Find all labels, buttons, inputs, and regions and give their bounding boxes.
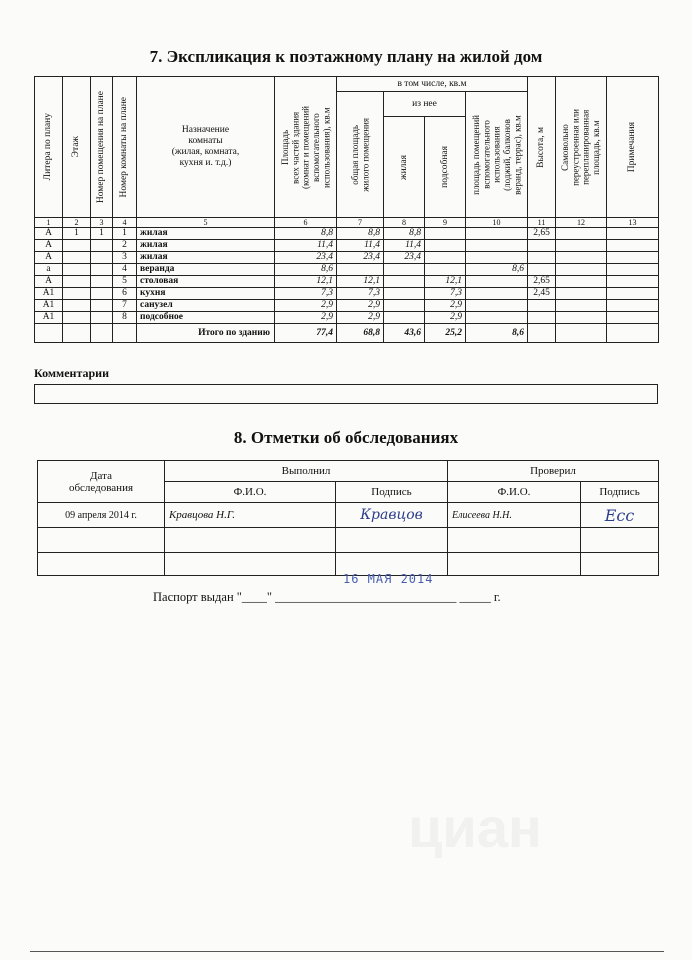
explication-row (35, 264, 659, 276)
cell-litera: А (35, 276, 63, 288)
cell-living (384, 300, 425, 312)
cell-litera: А (35, 240, 63, 252)
cell-etazh: 1 (63, 228, 91, 240)
cell-empty (607, 264, 659, 276)
cell-living: 23,4 (384, 252, 425, 264)
cell-litera: А1 (35, 300, 63, 312)
cell-empty (556, 276, 607, 288)
cell-etazh (63, 240, 91, 252)
cell-vspom (466, 228, 528, 240)
cell-aux: 7,3 (425, 288, 466, 300)
cell-area: 23,4 (275, 252, 337, 264)
cell-living (384, 288, 425, 300)
header-checker-fio: Ф.И.О. (448, 482, 581, 503)
cell-pom (91, 300, 113, 312)
cell-empty (607, 312, 659, 324)
cell-living (384, 276, 425, 288)
cell-empty (556, 264, 607, 276)
explication-table (34, 76, 659, 343)
comments-field (34, 384, 658, 404)
explication-row (35, 252, 659, 264)
header-performer-signature: Подпись (336, 482, 448, 503)
column-number: 12 (556, 218, 607, 228)
cell-height: 2,45 (528, 288, 556, 300)
cell-vspom (466, 252, 528, 264)
comments-label: Комментарии (34, 366, 110, 380)
column-number: 11 (528, 218, 556, 228)
cell-aux: 12,1 (425, 276, 466, 288)
column-number: 9 (425, 218, 466, 228)
header-etazh: Этаж (63, 77, 91, 218)
cell-vspom (466, 312, 528, 324)
cell-vspom (466, 300, 528, 312)
passport-line: Паспорт выдан "____" _____________________________ _____ г. (153, 590, 501, 604)
total-total: 68,8 (337, 324, 384, 343)
cell-height (528, 240, 556, 252)
cell-vspom (466, 276, 528, 288)
header-nomer-komnaty: Номер комнаты на плане (113, 77, 137, 218)
column-number: 3 (91, 218, 113, 228)
cell-area: 12,1 (275, 276, 337, 288)
cell-etazh (63, 288, 91, 300)
cell-living: 11,4 (384, 240, 425, 252)
cell-aux (425, 252, 466, 264)
header-nomer-pomeshcheniya: Номер помещения на плане (91, 77, 113, 218)
survey-performer-signature: Кравцов (336, 503, 448, 528)
survey-date: 09 апреля 2014 г. (38, 503, 165, 528)
cell-komn: 2 (113, 240, 137, 252)
header-podsobnaya: подсобная (425, 117, 466, 218)
header-iz-nee: из нее (384, 92, 466, 117)
cell-height: 2,65 (528, 228, 556, 240)
total-label: Итого по зданию (137, 324, 275, 343)
header-primechaniya: Примечания (607, 77, 659, 218)
cell-aux (425, 264, 466, 276)
survey-checker-signature: Есс (581, 503, 659, 528)
header-performed: Выполнил (165, 461, 448, 482)
column-number: 8 (384, 218, 425, 228)
cell-pom (91, 312, 113, 324)
cell-empty (556, 252, 607, 264)
cell-komn: 5 (113, 276, 137, 288)
cell-litera: А (35, 252, 63, 264)
header-samovolno: Самовольно переустроенная или перепланированная площадь, кв.м (556, 77, 607, 218)
cell-total: 8,8 (337, 228, 384, 240)
cell-litera: а (35, 264, 63, 276)
cell-living (384, 312, 425, 324)
cell-komn: 4 (113, 264, 137, 276)
cell-empty (556, 288, 607, 300)
explication-row (35, 228, 659, 240)
bottom-rule (30, 951, 664, 952)
cell-etazh (63, 264, 91, 276)
cell-total: 2,9 (337, 312, 384, 324)
cell-pom: 1 (91, 228, 113, 240)
cell-pom (91, 288, 113, 300)
cell-name: жилая (137, 252, 275, 264)
explication-row (35, 240, 659, 252)
column-numbers-row (35, 218, 659, 228)
cell-komn: 7 (113, 300, 137, 312)
cell-empty (556, 300, 607, 312)
cell-pom (91, 276, 113, 288)
total-living: 43,6 (384, 324, 425, 343)
date-stamp: 16 МАЯ 2014 (343, 572, 434, 586)
total-aux: 25,2 (425, 324, 466, 343)
cell-total: 23,4 (337, 252, 384, 264)
cell-pom (91, 252, 113, 264)
cell-area: 8,6 (275, 264, 337, 276)
total-area: 77,4 (275, 324, 337, 343)
header-checker-signature: Подпись (581, 482, 659, 503)
column-number: 5 (137, 218, 275, 228)
cell-living: 8,8 (384, 228, 425, 240)
header-zhilaya: жилая (384, 117, 425, 218)
column-number: 2 (63, 218, 91, 228)
cell-name: жилая (137, 240, 275, 252)
cell-name: кухня (137, 288, 275, 300)
cell-etazh (63, 312, 91, 324)
cell-empty (607, 228, 659, 240)
survey-performer: Кравцова Н.Г. (165, 503, 336, 528)
cell-empty (607, 276, 659, 288)
header-performer-fio: Ф.И.О. (165, 482, 336, 503)
cell-aux (425, 228, 466, 240)
cell-name: жилая (137, 228, 275, 240)
cell-etazh (63, 300, 91, 312)
cell-empty (556, 312, 607, 324)
cell-vspom: 8,6 (466, 264, 528, 276)
cell-aux (425, 240, 466, 252)
cell-aux: 2,9 (425, 300, 466, 312)
header-vysota: Высота, м (528, 77, 556, 218)
cell-etazh (63, 276, 91, 288)
surveys-table (37, 460, 659, 576)
column-number: 1 (35, 218, 63, 228)
cell-living (384, 264, 425, 276)
cell-empty (607, 240, 659, 252)
cell-vspom (466, 288, 528, 300)
column-number: 4 (113, 218, 137, 228)
header-litera: Литера по плану (35, 77, 63, 218)
survey-checker: Елисеева Н.Н. (448, 503, 581, 528)
cell-height (528, 252, 556, 264)
cell-total (337, 264, 384, 276)
cell-komn: 6 (113, 288, 137, 300)
explication-row (35, 288, 659, 300)
cell-area: 7,3 (275, 288, 337, 300)
cell-height (528, 264, 556, 276)
cell-empty (607, 300, 659, 312)
cell-pom (91, 240, 113, 252)
column-number: 10 (466, 218, 528, 228)
header-naznachenie: Назначение комнаты (жилая, комната, кухня и. т.д.) (137, 77, 275, 218)
total-row (35, 324, 659, 343)
cell-litera: А1 (35, 312, 63, 324)
cell-litera: А1 (35, 288, 63, 300)
cell-area: 8,8 (275, 228, 337, 240)
cell-area: 11,4 (275, 240, 337, 252)
cell-vspom (466, 240, 528, 252)
cell-empty (556, 228, 607, 240)
explication-row (35, 300, 659, 312)
cell-area: 2,9 (275, 300, 337, 312)
cell-height (528, 312, 556, 324)
cell-empty (607, 252, 659, 264)
explication-row (35, 312, 659, 324)
cell-height (528, 300, 556, 312)
header-checked: Проверил (448, 461, 659, 482)
cell-name: санузел (137, 300, 275, 312)
section-8-title: 8. Отметки об обследованиях (233, 428, 459, 447)
header-ploshchad: Площадь всех частей здания (комнат и помещений вспомогательного использования), кв.м (275, 77, 337, 218)
section-7-title: 7. Экспликация к поэтажному плану на жилой дом (149, 47, 543, 66)
cell-area: 2,9 (275, 312, 337, 324)
watermark: циан (408, 796, 542, 859)
cell-empty (556, 240, 607, 252)
total-vspom: 8,6 (466, 324, 528, 343)
cell-komn: 3 (113, 252, 137, 264)
header-vspomogatelnogo: площадь помещений вспомогательного использования (лоджий, балконов веранд, террас), кв.м (466, 92, 528, 218)
cell-total: 7,3 (337, 288, 384, 300)
cell-litera: А (35, 228, 63, 240)
cell-total: 12,1 (337, 276, 384, 288)
column-number: 7 (337, 218, 384, 228)
cell-komn: 1 (113, 228, 137, 240)
cell-pom (91, 264, 113, 276)
header-obshchaya: общая площадь жилого помещения (337, 92, 384, 218)
cell-komn: 8 (113, 312, 137, 324)
cell-empty (607, 288, 659, 300)
cell-total: 11,4 (337, 240, 384, 252)
cell-height: 2,65 (528, 276, 556, 288)
column-number: 6 (275, 218, 337, 228)
cell-name: подсобное (137, 312, 275, 324)
cell-total: 2,9 (337, 300, 384, 312)
cell-aux: 2,9 (425, 312, 466, 324)
header-v-tom-chisle: в том числе, кв.м (337, 77, 528, 92)
cell-etazh (63, 252, 91, 264)
header-date: Дата обследования (38, 461, 165, 503)
cell-name: столовая (137, 276, 275, 288)
cell-name: веранда (137, 264, 275, 276)
explication-row (35, 276, 659, 288)
column-number: 13 (607, 218, 659, 228)
